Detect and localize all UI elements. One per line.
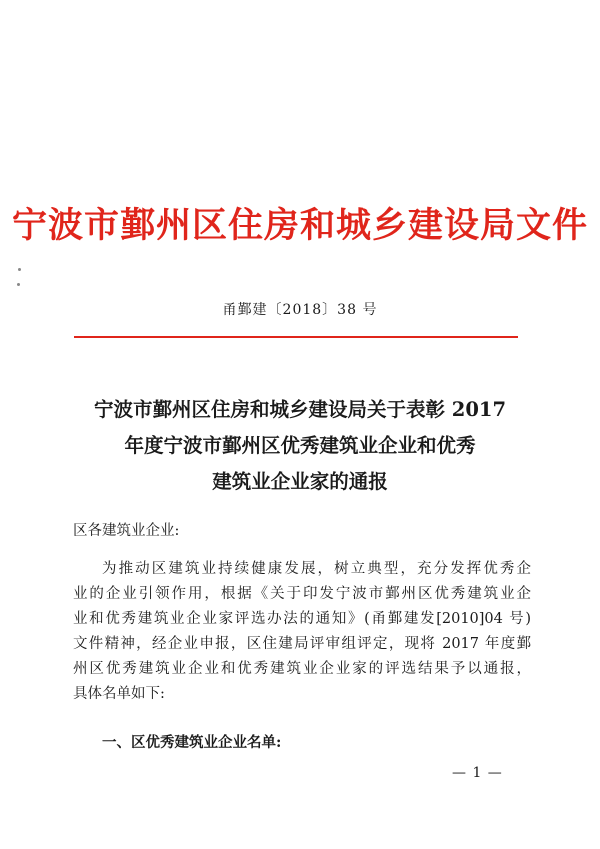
page-number: — 1 — — [452, 765, 503, 781]
red-divider — [74, 336, 518, 338]
paragraph-line: 文件精神，经企业申报，区住建局评审组评定，现将 2017 年度鄞 — [73, 636, 531, 652]
body-paragraph — [73, 557, 531, 707]
notice-title-line: 建筑业企业家的通报 — [212, 470, 388, 493]
issuer-title: 宁波市鄞州区住房和城乡建设局文件 — [11, 205, 588, 246]
paragraph-line: 为推动区建筑业持续健康发展，树立典型，充分发挥优秀企 — [102, 561, 531, 577]
notice-title-line: 宁波市鄞州区住房和城乡建设局关于表彰 2017 — [93, 398, 507, 421]
section-heading: 一、区优秀建筑业企业名单: — [102, 734, 282, 751]
notice-title-line: 年度宁波市鄞州区优秀建筑业企业和优秀 — [124, 434, 476, 457]
scan-mark — [18, 268, 21, 271]
notice-title — [40, 392, 560, 500]
document-number: 甬鄞建〔2018〕38 号 — [222, 302, 378, 318]
scan-mark — [17, 283, 20, 286]
paragraph-line: 具体名单如下: — [73, 686, 165, 702]
paragraph-line: 业和优秀建筑业企业家评选办法的通知》(甬鄞建发[2010]04 号) — [73, 611, 531, 627]
paragraph-line: 州区优秀建筑业企业和优秀建筑业企业家的评选结果予以通报， — [73, 661, 531, 677]
paragraph-line: 业的企业引领作用，根据《关于印发宁波市鄞州区优秀建筑业企 — [73, 586, 531, 602]
addressee: 区各建筑业企业: — [73, 523, 180, 539]
